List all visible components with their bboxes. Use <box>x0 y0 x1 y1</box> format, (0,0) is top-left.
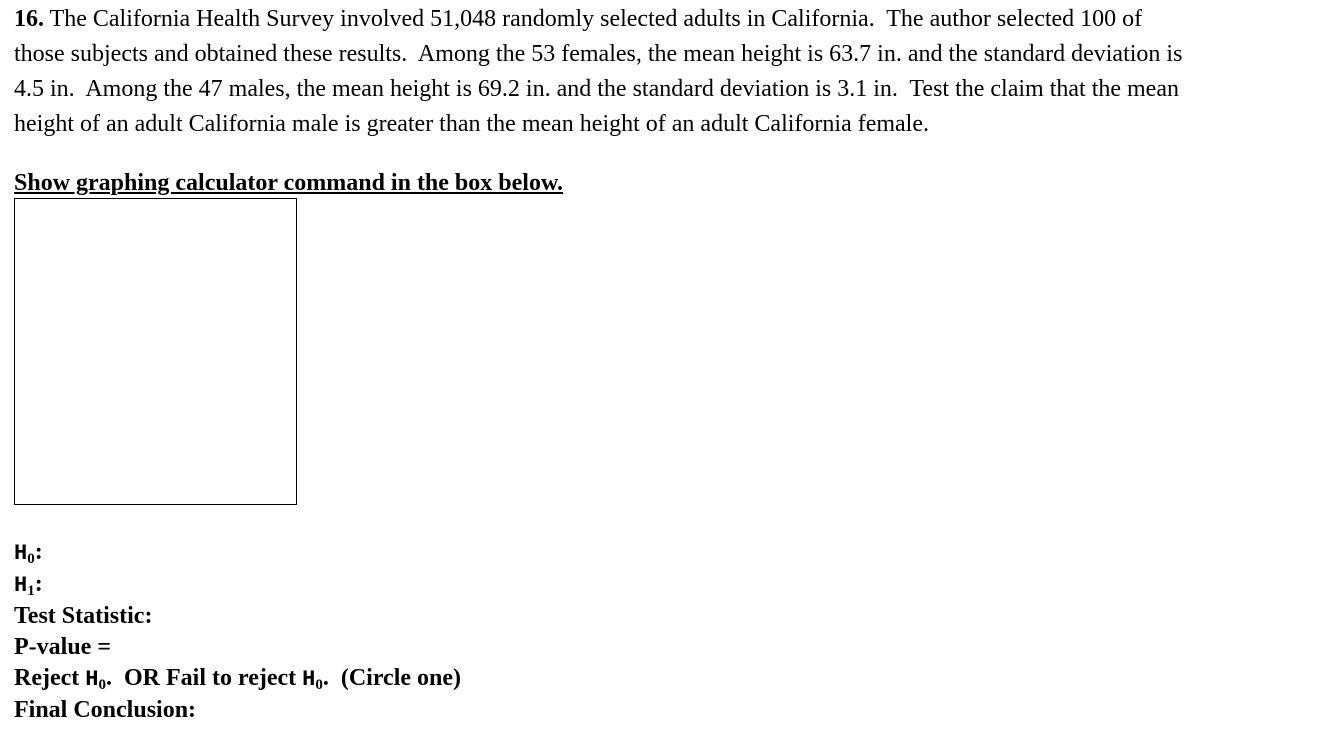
alternative-hypothesis-field[interactable] <box>14 569 461 601</box>
h0-suffix: : <box>34 539 43 565</box>
reject-h-letter: H <box>85 667 99 692</box>
decision-field[interactable] <box>14 663 461 695</box>
problem-statement <box>14 2 1314 142</box>
instruction-text <box>14 168 563 198</box>
p-value-field[interactable]: P-value = <box>14 634 111 660</box>
fail-h-letter: H <box>302 667 316 692</box>
fail-dot: . <box>322 665 329 691</box>
calculator-command-box[interactable] <box>14 198 297 505</box>
problem-line-1 <box>14 2 1314 37</box>
null-hypothesis-field[interactable] <box>14 537 461 569</box>
h1-suffix: : <box>34 571 43 597</box>
problem-line-4: height of an adult California male is greater than the mean height of an adult California female. <box>14 111 929 137</box>
or-fail-text: OR Fail to reject <box>111 665 303 691</box>
reject-h-subscript: 0 <box>98 677 106 693</box>
fail-h-subscript: 0 <box>315 677 323 693</box>
h1-letter: H <box>14 573 28 598</box>
problem-text-1: The California Health Survey involved 51,048 randomly selected adults in California. The author selected 100 of <box>44 6 1143 32</box>
h0-subscript: 0 <box>27 551 35 567</box>
fail-to-reject-option[interactable] <box>112 665 329 691</box>
circle-one-note: (Circle one) <box>328 665 462 691</box>
reject-option[interactable] <box>14 665 112 691</box>
problem-line-2: those subjects and obtained these results. Among the 53 females, the mean height is 63.7 in. and the standard deviation is <box>14 41 1183 67</box>
instruction-rest: command in the box below. <box>277 170 563 196</box>
question-number: 16. <box>14 6 44 32</box>
h0-letter: H <box>14 541 28 566</box>
reject-dot: . <box>105 665 112 691</box>
instruction-underlined: Show graphing calculator <box>14 170 278 196</box>
final-conclusion-field[interactable]: Final Conclusion: <box>14 697 197 723</box>
reject-prefix: Reject <box>14 665 86 691</box>
problem-line-3: 4.5 in. Among the 47 males, the mean height is 69.2 in. and the standard deviation is 3.1 in. Test the claim that the mean <box>14 76 1179 102</box>
h1-subscript: 1 <box>27 583 35 599</box>
answer-fields <box>14 537 461 726</box>
test-statistic-field[interactable]: Test Statistic: <box>14 603 153 629</box>
